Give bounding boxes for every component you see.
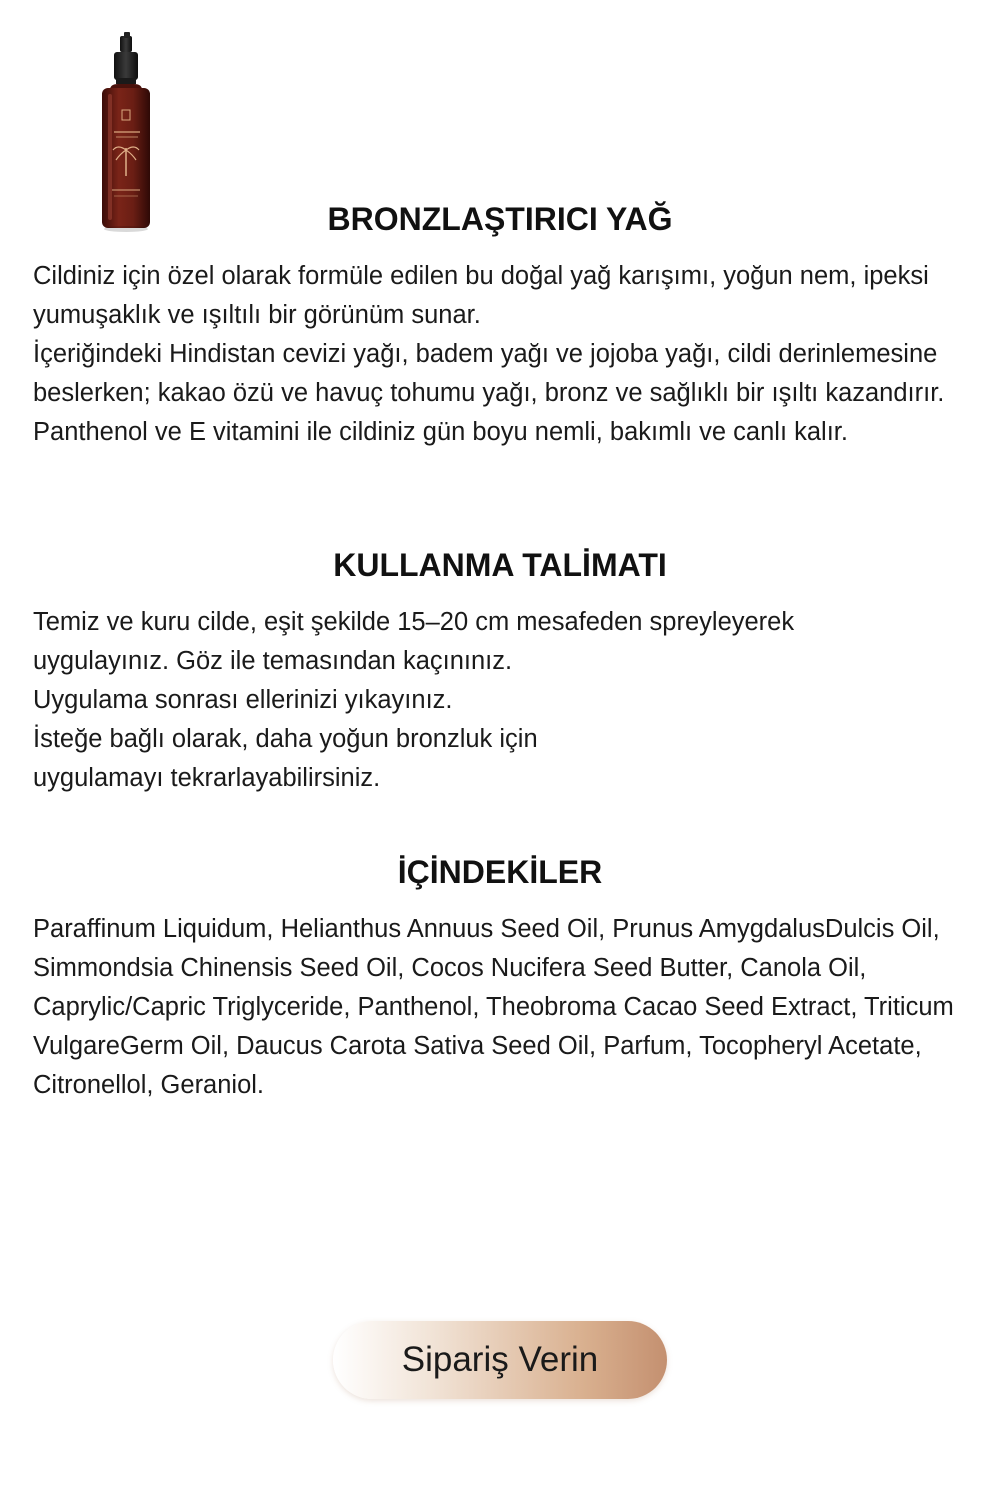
description-paragraph: Panthenol ve E vitamini ile cildiniz gün boyu nemli, bakımlı ve canlı kalır. [33,418,848,446]
usage-instructions [33,603,968,798]
usage-line: İsteğe bağlı olarak, daha yoğun bronzluk için [33,725,538,753]
order-button[interactable]: Sipariş Verin [333,1321,667,1399]
ingredients-list [33,910,968,1105]
ingredients-title: İÇİNDEKİLER [397,854,603,890]
usage-line: Temiz ve kuru cilde, eşit şekilde 15–20 cm mesafeden spreyleyerek [33,608,795,636]
usage-title: KULLANMA TALİMATI [333,547,667,583]
usage-line: uygulayınız. Göz ile temasından kaçınınız. [33,647,513,675]
description-paragraph: Cildiniz için özel olarak formüle edilen bu doğal yağ karışımı, yoğun nem, ipeksi yumuşaklık ve ışıltılı bir görünüm sunar. [33,262,929,329]
usage-line: uygulamayı tekrarlayabilirsiniz. [33,764,381,792]
description-paragraph: İçeriğindeki Hindistan cevizi yağı, badem yağı ve jojoba yağı, cildi derinlemesine beslerken; kakao özü ve havuç tohumu yağı, bronz ve sağlıklı bir ışıltı kazandırır. [33,340,945,407]
usage-line: Uygulama sonrası ellerinizi yıkayınız. [33,686,453,714]
product-title: BRONZLAŞTIRICI YAĞ [327,201,673,237]
ingredients-text: Paraffinum Liquidum, Helianthus Annuus Seed Oil, Prunus AmygdalusDulcis Oil, Simmondsia Chinensis Seed Oil, Cocos Nucifera Seed Butter, Canola Oil, Caprylic/Capric Triglyceride, Panthenol, Theobroma Cacao Seed Extract, Triticum VulgareGerm Oil, Daucus Carota Sativa Seed Oil, Parfum, Tocopheryl Acetate, Citronellol, Geraniol. [33,915,954,1099]
product-description [33,257,968,452]
